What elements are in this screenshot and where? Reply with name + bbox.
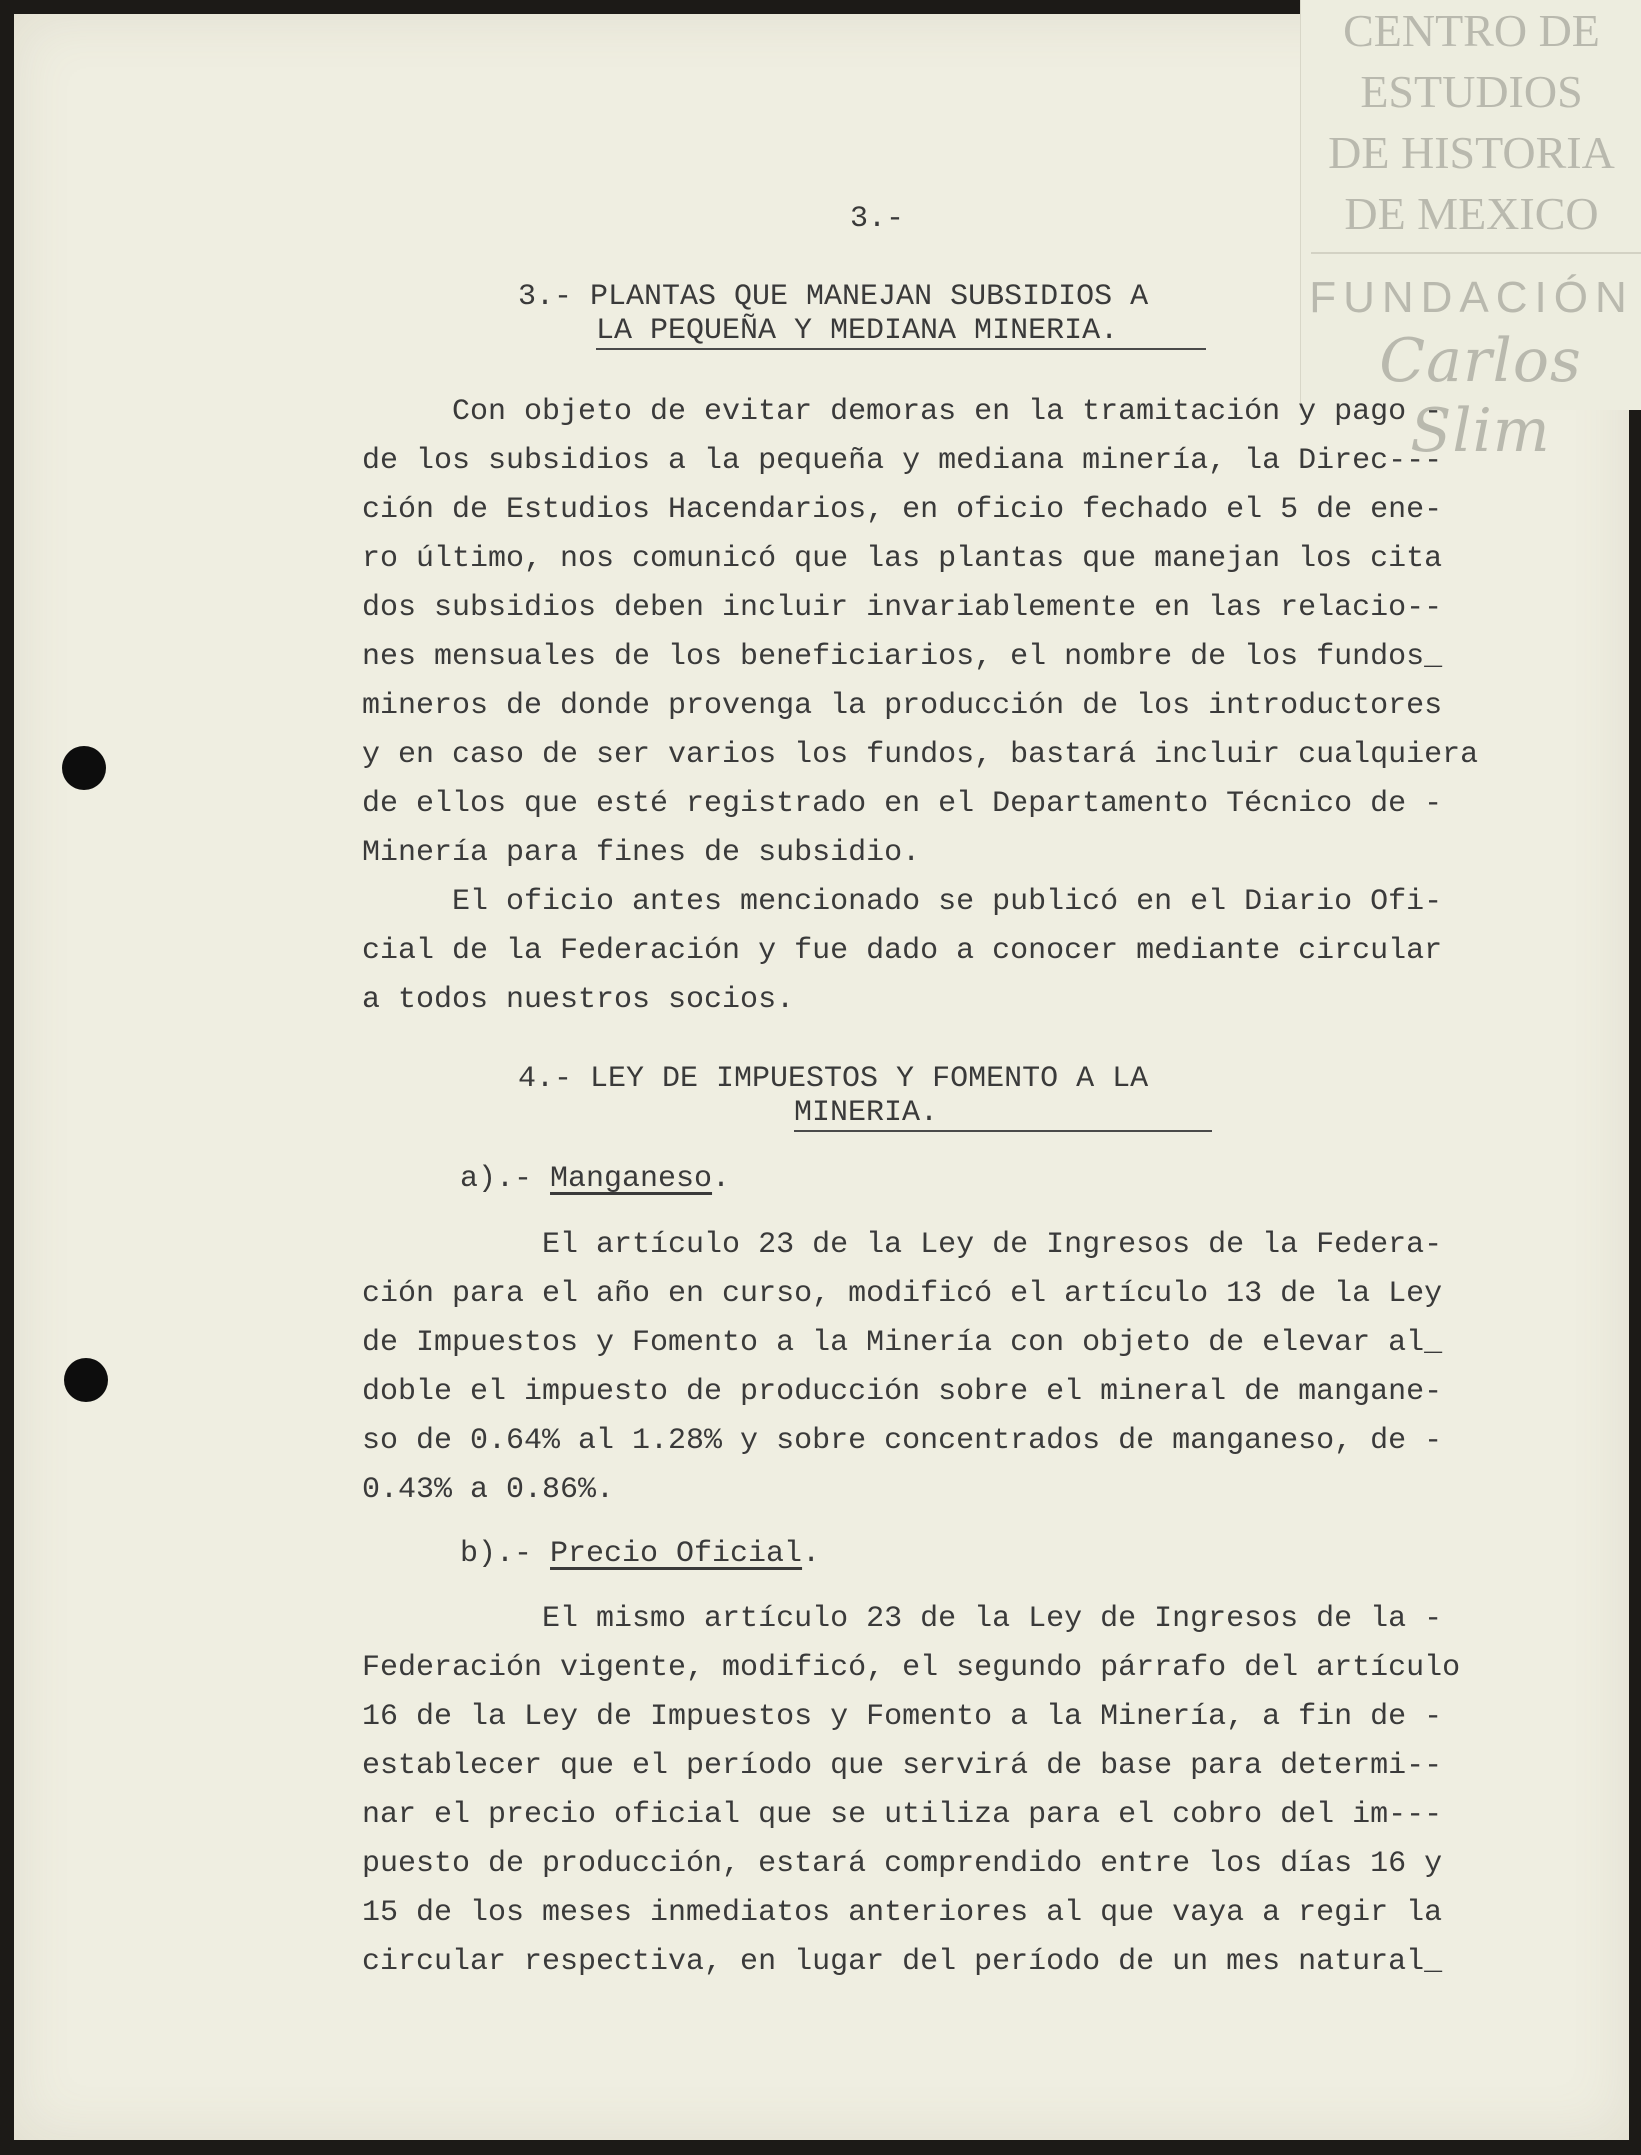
body-line: El artículo 23 de la Ley de Ingresos de la Federa-	[362, 1228, 1443, 1262]
section-4-heading-line-1: 4.- LEY DE IMPUESTOS Y FOMENTO A LA	[518, 1062, 1149, 1096]
body-line: 15 de los meses inmediatos anteriores al que vaya a regir la	[362, 1896, 1443, 1930]
subsection-b-title: Precio Oficial	[550, 1537, 803, 1571]
body-line: de ellos que esté registrado en el Departamento Técnico de -	[362, 787, 1443, 821]
body-line: circular respectiva, en lugar del período de un mes natural_	[362, 1945, 1443, 1979]
subsection-b-label: b).-	[460, 1537, 551, 1571]
watermark-line: DE MEXICO	[1344, 188, 1599, 239]
body-line: puesto de producción, estará comprendido entre los días 16 y	[362, 1847, 1443, 1881]
section-4-heading-line-2: MINERIA.	[794, 1096, 939, 1130]
body-line: ro último, nos comunicó que las plantas que manejan los cita	[362, 542, 1443, 576]
subsection-a-title: Manganeso	[550, 1162, 713, 1196]
body-line: nar el precio oficial que se utiliza para el cobro del im---	[362, 1798, 1443, 1832]
body-line: ción de Estudios Hacendarios, en oficio fechado el 5 de ene-	[362, 493, 1443, 527]
section-4-heading-rule	[794, 1130, 1212, 1132]
body-line: Minería para fines de subsidio.	[362, 836, 921, 870]
section-3-heading-rule	[596, 348, 1206, 350]
section-3-heading-line-2: LA PEQUEÑA Y MEDIANA MINERIA.	[596, 314, 1119, 348]
body-line: mineros de donde provenga la producción de los introductores	[362, 689, 1443, 723]
body-line: El oficio antes mencionado se publicó en el Diario Ofi-	[362, 885, 1443, 919]
body-line: El mismo artículo 23 de la Ley de Ingresos de la -	[362, 1602, 1443, 1636]
subsection-b-heading	[460, 1537, 820, 1571]
watermark-signature: Carlos Slim	[1379, 326, 1582, 466]
body-line: Con objeto de evitar demoras en la tramitación y pago -	[362, 395, 1443, 429]
subsection-b-period: .	[802, 1537, 821, 1571]
body-line: dos subsidios deben incluir invariablemente en las relacio--	[362, 591, 1443, 625]
body-line: cial de la Federación y fue dado a conocer mediante circular	[362, 934, 1443, 968]
body-line: nes mensuales de los beneficiarios, el nombre de los fundos_	[362, 640, 1443, 674]
watermark-foundation: FUNDACIÓN	[1309, 273, 1634, 322]
body-line: establecer que el período que servirá de base para determi--	[362, 1749, 1443, 1783]
watermark-line: ESTUDIOS	[1360, 66, 1583, 117]
body-line: y en caso de ser varios los fundos, bastará incluir cualquiera	[362, 738, 1479, 772]
body-line: Federación vigente, modificó, el segundo párrafo del artículo	[362, 1651, 1461, 1685]
body-line: 0.43% a 0.86%.	[362, 1473, 615, 1507]
body-line: doble el impuesto de producción sobre el mineral de mangane-	[362, 1375, 1443, 1409]
body-line: so de 0.64% al 1.28% y sobre concentrados de manganeso, de -	[362, 1424, 1443, 1458]
watermark-line: DE HISTORIA	[1328, 127, 1615, 178]
section-3-heading-line-1: 3.- PLANTAS QUE MANEJAN SUBSIDIOS A	[518, 280, 1149, 314]
body-line: 16 de la Ley de Impuestos y Fomento a la Minería, a fin de -	[362, 1700, 1443, 1734]
page-number: 3.-	[850, 202, 905, 236]
subsection-a-heading	[460, 1162, 730, 1196]
subsection-a-period: .	[712, 1162, 731, 1196]
body-line: de los subsidios a la pequeña y mediana minería, la Direc---	[362, 444, 1443, 478]
body-line: ción para el año en curso, modificó el artículo 13 de la Ley	[362, 1277, 1443, 1311]
subsection-a-label: a).-	[460, 1162, 551, 1196]
watermark-line: CENTRO DE	[1343, 5, 1600, 56]
body-line: a todos nuestros socios.	[362, 983, 795, 1017]
body-line: de Impuestos y Fomento a la Minería con objeto de elevar al_	[362, 1326, 1443, 1360]
